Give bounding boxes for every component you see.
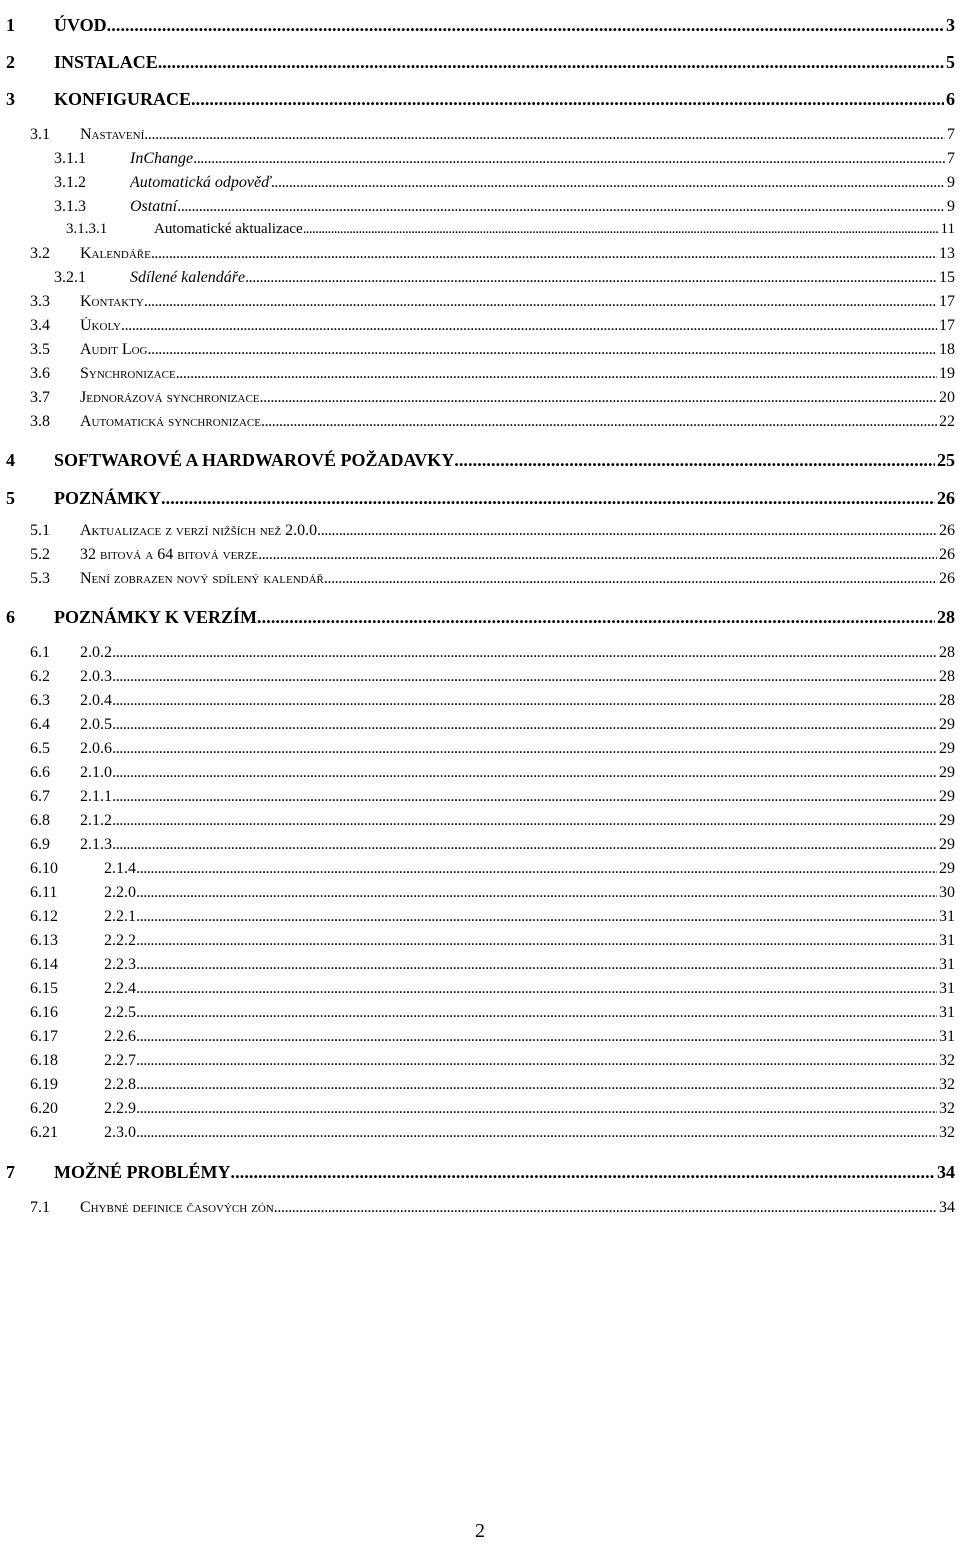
toc-entry-number: 6.1 (30, 644, 50, 661)
toc-entry-number: 1 (6, 15, 15, 35)
toc-entry-number: 6.19 (30, 1076, 58, 1093)
dot-leader (161, 488, 935, 509)
toc-entry-number: 6.18 (30, 1052, 58, 1069)
toc-entry[interactable] (0, 488, 955, 512)
toc-entry-page: 31 (939, 980, 955, 997)
toc-entry-page: 31 (939, 1028, 955, 1045)
toc-entry-number: 3.1.3.1 (66, 221, 108, 237)
dot-leader (112, 692, 937, 710)
dot-leader (144, 126, 945, 144)
toc-entry-page: 30 (939, 884, 955, 901)
toc-entry-number: 6.11 (30, 884, 58, 901)
toc-entry[interactable] (0, 644, 955, 668)
toc-entry-number: 6.4 (30, 716, 50, 733)
toc-entry-page: 32 (939, 1052, 955, 1069)
toc-entry-title: KONFIGURACE (54, 89, 192, 109)
toc-entry-number: 6.5 (30, 740, 50, 757)
toc-entry-number: 6.10 (30, 860, 58, 877)
dot-leader (112, 716, 937, 734)
toc-entry-page: 29 (939, 788, 955, 805)
dot-leader (112, 764, 937, 782)
toc-entry-number: 6.2 (30, 668, 50, 685)
toc-entry[interactable] (0, 450, 955, 474)
dot-leader (136, 980, 937, 998)
toc-entry-page: 13 (939, 245, 955, 262)
dot-leader (136, 1004, 937, 1022)
dot-leader (454, 450, 935, 471)
toc-entry-title: Ostatní (130, 198, 178, 215)
toc-entry-page: 26 (939, 570, 955, 587)
toc-entry-title: Úkoly (80, 317, 122, 334)
toc-entry-number: 3.4 (30, 317, 50, 334)
toc-entry[interactable] (0, 89, 955, 113)
toc-entry-page: 6 (946, 89, 955, 109)
toc-entry-page: 29 (939, 740, 955, 757)
toc-entry-number: 6.8 (30, 812, 50, 829)
toc-entry[interactable] (0, 317, 955, 341)
dot-leader (112, 668, 937, 686)
dot-leader (258, 546, 937, 564)
dot-leader (112, 788, 937, 806)
toc-entry-title: 2.0.4 (80, 692, 112, 709)
toc-entry-title: Synchronizace (80, 365, 176, 382)
dot-leader (193, 150, 945, 168)
toc-entry[interactable] (0, 860, 955, 884)
toc-entry-number: 7.1 (30, 1199, 50, 1216)
toc-entry[interactable] (0, 126, 955, 150)
toc-entry-page: 29 (939, 860, 955, 877)
toc-entry[interactable] (0, 607, 955, 631)
toc-entry-number: 3.5 (30, 341, 50, 358)
toc-entry[interactable] (0, 1076, 955, 1100)
toc-entry-page: 29 (939, 836, 955, 853)
toc-entry-title: Jednorázová synchronizace (80, 389, 260, 406)
toc-entry[interactable] (0, 389, 955, 413)
toc-entry-number: 6.6 (30, 764, 50, 781)
toc-entry-page: 29 (939, 764, 955, 781)
toc-entry[interactable] (0, 1199, 955, 1223)
toc-entry-title: 2.0.3 (80, 668, 112, 685)
toc-entry-number: 3.8 (30, 413, 50, 430)
toc-entry-page: 34 (939, 1199, 955, 1216)
toc-entry-title: 2.2.6 (104, 1028, 136, 1045)
toc-entry-page: 9 (947, 174, 955, 191)
toc-entry-number: 6.3 (30, 692, 50, 709)
toc-entry-number: 6 (6, 607, 15, 627)
toc-entry-title: 2.1.3 (80, 836, 112, 853)
dot-leader (136, 1028, 937, 1046)
toc-entry[interactable] (0, 341, 955, 365)
toc-entry-number: 6.16 (30, 1004, 58, 1021)
toc-entry-title: INSTALACE (54, 52, 158, 72)
toc-entry[interactable] (0, 52, 955, 76)
toc-entry[interactable] (0, 764, 955, 788)
toc-entry[interactable] (0, 956, 955, 980)
toc-entry[interactable] (0, 908, 955, 932)
toc-entry[interactable] (0, 174, 955, 198)
dot-leader (136, 908, 937, 926)
toc-entry-page: 20 (939, 389, 955, 406)
toc-entry-title: Kalendáře (80, 245, 151, 262)
toc-entry[interactable] (0, 269, 955, 293)
toc-entry-title: 2.2.5 (104, 1004, 136, 1021)
toc-entry-number: 3.6 (30, 365, 50, 382)
toc-entry-title: Aktualizace z verzí nižších než 2.0.0 (80, 522, 318, 539)
toc-entry-page: 28 (937, 607, 955, 627)
toc-entry[interactable] (0, 546, 955, 570)
toc-entry-page: 29 (939, 812, 955, 829)
toc-entry-title: Automatická odpověď (130, 174, 271, 191)
dot-leader (112, 836, 937, 854)
toc-entry[interactable] (0, 150, 955, 174)
toc-entry[interactable] (0, 884, 955, 908)
dot-leader (144, 293, 937, 311)
dot-leader (158, 52, 944, 73)
dot-leader (303, 221, 939, 238)
dot-leader (136, 884, 937, 902)
dot-leader (324, 570, 937, 588)
dot-leader (136, 860, 937, 878)
page-number: 2 (475, 1520, 485, 1542)
toc-entry-number: 3 (6, 89, 15, 109)
toc-entry[interactable] (0, 1100, 955, 1124)
toc-entry[interactable] (0, 221, 955, 245)
toc-entry-page: 28 (939, 644, 955, 661)
toc-entry-page: 3 (946, 15, 955, 35)
toc-entry-number: 5 (6, 488, 15, 508)
toc-entry-title: 2.2.7 (104, 1052, 136, 1069)
toc-entry-title: 2.2.2 (104, 932, 136, 949)
toc-entry-title: 2.0.2 (80, 644, 112, 661)
toc-entry-page: 26 (939, 522, 955, 539)
toc-entry-page: 32 (939, 1124, 955, 1141)
dot-leader (107, 15, 944, 36)
toc-entry-page: 17 (939, 293, 955, 310)
toc-entry-page: 28 (939, 692, 955, 709)
toc-entry-page: 26 (939, 546, 955, 563)
toc-entry-page: 19 (939, 365, 955, 382)
toc-entry-title: 2.1.0 (80, 764, 112, 781)
toc-entry-title: 2.1.2 (80, 812, 112, 829)
toc-entry[interactable] (0, 1052, 955, 1076)
toc-entry[interactable] (0, 692, 955, 716)
toc-entry-number: 4 (6, 450, 15, 470)
dot-leader (245, 269, 937, 287)
toc-entry[interactable] (0, 1004, 955, 1028)
toc-entry-number: 6.12 (30, 908, 58, 925)
dot-leader (257, 607, 935, 628)
toc-entry-title: 2.2.4 (104, 980, 136, 997)
toc-entry-title: Automatické aktualizace (154, 221, 303, 237)
toc-entry-title: InChange (130, 150, 194, 167)
toc-entry[interactable] (0, 1162, 955, 1186)
toc-entry[interactable] (0, 980, 955, 1004)
dot-leader (112, 644, 937, 662)
toc-entry-title: Není zobrazen nový sdílený kalendář (80, 570, 324, 587)
dot-leader (136, 1124, 937, 1142)
dot-leader (261, 413, 937, 431)
toc-entry[interactable] (0, 1028, 955, 1052)
toc-entry[interactable] (0, 413, 955, 437)
dot-leader (231, 1162, 935, 1183)
toc-entry-number: 3.1 (30, 126, 50, 143)
toc-entry[interactable] (0, 198, 955, 222)
toc-entry-page: 31 (939, 956, 955, 973)
toc-entry-page: 31 (939, 908, 955, 925)
toc-entry[interactable] (0, 836, 955, 860)
toc-entry-number: 6.7 (30, 788, 50, 805)
toc-entry-title: 2.2.3 (104, 956, 136, 973)
toc-entry-page: 32 (939, 1076, 955, 1093)
toc-entry-number: 5.1 (30, 522, 50, 539)
toc-entry-title: Chybné definice časových zón (80, 1199, 274, 1216)
toc-entry-number: 3.1.1 (54, 150, 86, 167)
toc-entry-page: 26 (937, 488, 955, 508)
toc-entry-number: 6.9 (30, 836, 50, 853)
toc-entry-number: 6.21 (30, 1124, 58, 1141)
toc-entry-title: POZNÁMKY (54, 488, 161, 508)
toc-entry-number: 6.20 (30, 1100, 58, 1117)
toc-entry[interactable] (0, 812, 955, 836)
toc-entry-page: 34 (937, 1162, 955, 1182)
toc-entry[interactable] (0, 365, 955, 389)
toc-entry-title: POZNÁMKY K VERZÍM (54, 607, 258, 627)
toc-entry-title: 2.0.6 (80, 740, 112, 757)
toc-entry[interactable] (0, 522, 955, 546)
toc-entry-number: 3.7 (30, 389, 50, 406)
toc-entry-page: 15 (939, 269, 955, 286)
toc-entry[interactable] (0, 15, 955, 39)
toc-entry-number: 3.1.2 (54, 174, 86, 191)
toc-entry[interactable] (0, 245, 955, 269)
dot-leader (112, 812, 937, 830)
toc-entry[interactable] (0, 1124, 955, 1148)
toc-entry[interactable] (0, 293, 955, 317)
toc-entry[interactable] (0, 716, 955, 740)
dot-leader (274, 1199, 937, 1217)
toc-entry-title: 2.2.9 (104, 1100, 136, 1117)
toc-entry-title: 2.1.1 (80, 788, 112, 805)
toc-entry-title: 2.2.8 (104, 1076, 136, 1093)
toc-entry-page: 29 (939, 716, 955, 733)
toc-entry-page: 31 (939, 1004, 955, 1021)
toc-entry[interactable] (0, 932, 955, 956)
toc-entry-page: 7 (947, 150, 955, 167)
toc-entry-page: 28 (939, 668, 955, 685)
toc-entry-page: 18 (939, 341, 955, 358)
toc-entry-title: Audit Log (80, 341, 148, 358)
dot-leader (136, 1100, 937, 1118)
dot-leader (136, 932, 937, 950)
toc-entry-title: Nastavení (80, 126, 145, 143)
toc-entry-title: 2.0.5 (80, 716, 112, 733)
toc-entry-number: 6.13 (30, 932, 58, 949)
toc-entry[interactable] (0, 570, 955, 594)
toc-entry[interactable] (0, 668, 955, 692)
dot-leader (136, 1052, 937, 1070)
toc-entry-number: 5.2 (30, 546, 50, 563)
toc-entry-page: 22 (939, 413, 955, 430)
dot-leader (260, 389, 937, 407)
toc-entry-number: 7 (6, 1162, 15, 1182)
toc-entry-number: 3.2 (30, 245, 50, 262)
toc-entry-title: Automatická synchronizace (80, 413, 261, 430)
toc-entry-number: 3.2.1 (54, 269, 86, 286)
dot-leader (151, 245, 937, 263)
dot-leader (112, 740, 937, 758)
dot-leader (148, 341, 938, 359)
toc-entry-title: SOFTWAROVÉ A HARDWAROVÉ POŽADAVKY (54, 450, 455, 470)
toc-entry-title: Kontakty (80, 293, 144, 310)
dot-leader (176, 365, 937, 383)
dot-leader (191, 89, 944, 110)
dot-leader (177, 198, 945, 216)
dot-leader (121, 317, 937, 335)
toc-entry-number: 2 (6, 52, 15, 72)
toc-entry-number: 3.3 (30, 293, 50, 310)
toc-entry-page: 7 (947, 126, 955, 143)
toc-entry-page: 17 (939, 317, 955, 334)
toc-entry-title: 32 bitová a 64 bitová verze (80, 546, 259, 563)
dot-leader (136, 956, 937, 974)
toc-entry-title: ÚVOD (54, 15, 107, 35)
toc-entry-page: 11 (940, 221, 955, 237)
toc-entry-number: 6.15 (30, 980, 58, 997)
dot-leader (271, 174, 945, 192)
toc-entry-title: 2.3.0 (104, 1124, 136, 1141)
toc-entry-title: 2.1.4 (104, 860, 136, 877)
toc-entry-title: 2.2.1 (104, 908, 136, 925)
toc-entry-number: 6.14 (30, 956, 58, 973)
toc-entry-title: MOŽNÉ PROBLÉMY (54, 1162, 231, 1182)
dot-leader (136, 1076, 937, 1094)
toc-entry-page: 5 (946, 52, 955, 72)
toc-entry-title: 2.2.0 (104, 884, 136, 901)
toc-entry-title: Sdílené kalendáře (130, 269, 246, 286)
toc-entry-page: 32 (939, 1100, 955, 1117)
dot-leader (317, 522, 937, 540)
toc-entry-page: 31 (939, 932, 955, 949)
toc-entry-page: 25 (937, 450, 955, 470)
toc-entry-page: 9 (947, 198, 955, 215)
toc-entry-number: 6.17 (30, 1028, 58, 1045)
toc-entry[interactable] (0, 740, 955, 764)
toc-entry-number: 5.3 (30, 570, 50, 587)
toc-entry-number: 3.1.3 (54, 198, 86, 215)
toc-entry[interactable] (0, 788, 955, 812)
